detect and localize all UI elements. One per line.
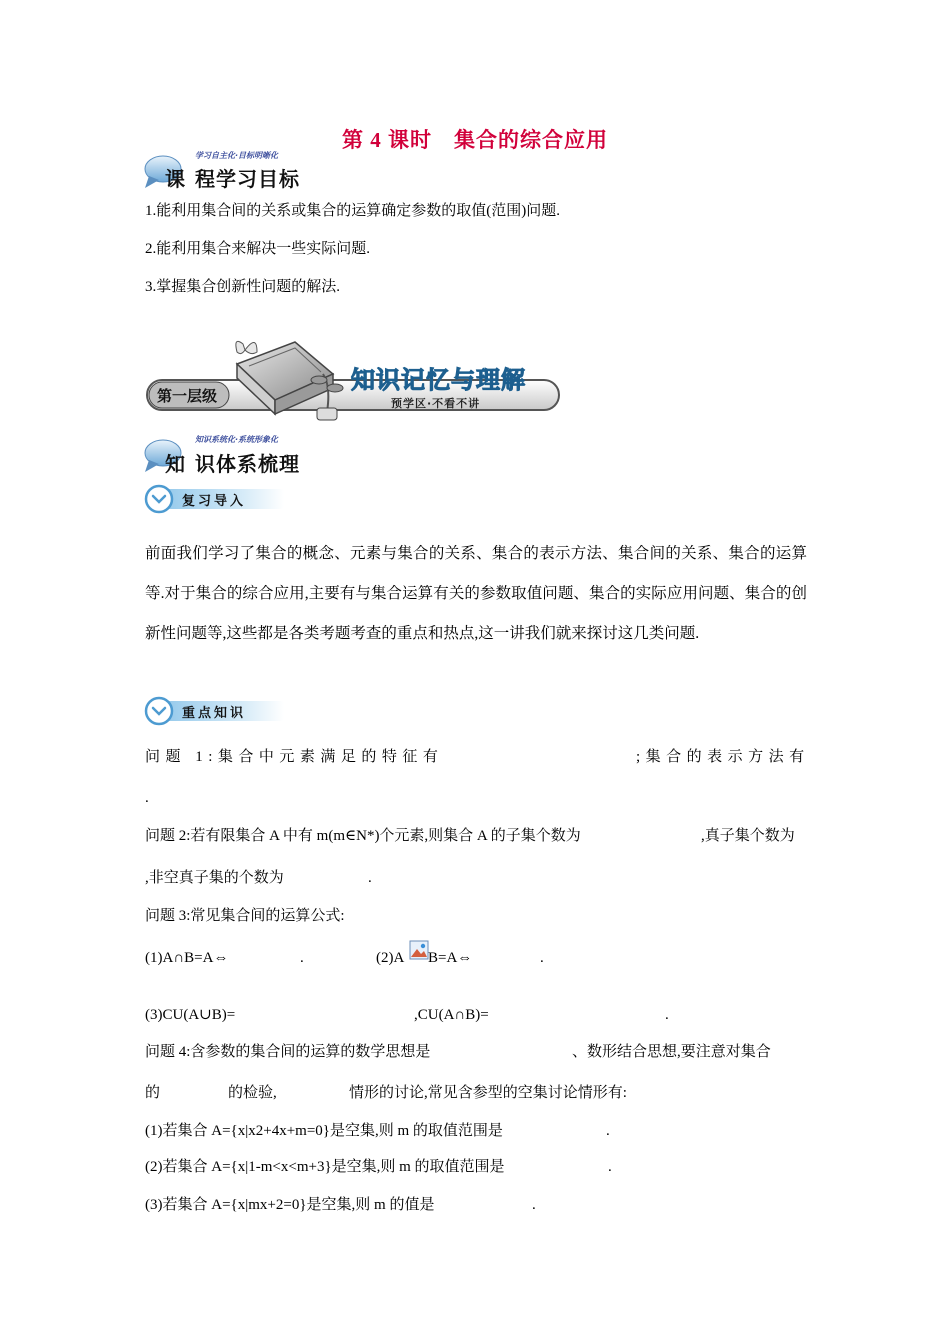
banner-level: 第一层级 <box>157 387 218 405</box>
question-3: 问题 3:常见集合间的运算公式: <box>145 908 345 924</box>
formula-1: (1)A∩B=A⇔ <box>145 950 229 966</box>
question-4-part-b: 、数形结合思想,要注意对集合 <box>572 1044 771 1060</box>
tag-key <box>144 696 284 726</box>
objective-2: 2.能利用集合来解决一些实际问题. <box>145 241 371 257</box>
formula-3-a: (3)CU(A∪B)= <box>145 1007 236 1023</box>
review-paragraph: 前面我们学习了集合的概念、元素与集合的关系、集合的表示方法、集合间的关系、集合的运算等.对于集合的综合应用,主要有与集合运算有关的参数取值问题、集合的实际应用问题、集合的创新性问题等,这些都是各类考题考查的重点和热点,这一讲我们就来探讨这几类问题. <box>145 545 807 642</box>
heading-text: 程学习目标 <box>195 167 300 191</box>
question-2-part-a: 问题 2:若有限集合 A 中有 m(m∈N*)个元素,则集合 A 的子集个数为 <box>145 828 581 844</box>
case-2: (2)若集合 A={x|1-m<x<m+3}是空集,则 m 的取值范围是 <box>145 1159 505 1175</box>
question-1-left: 问题 1:集合中元素满足的特征有 <box>145 749 444 765</box>
question-2-part-c: ,非空真子集的个数为 <box>145 870 284 886</box>
broken-image-icon <box>409 940 429 960</box>
level-banner <box>145 334 565 426</box>
heading-caption: 知识系统化·系统形象化 <box>195 435 279 444</box>
question-2-part-d: . <box>368 870 372 886</box>
tag-review-label: 复习导入 <box>182 494 247 509</box>
question-4-part-d: 的检验, <box>228 1085 277 1101</box>
tag-key-label: 重点知识 <box>182 706 247 721</box>
case-3: (3)若集合 A={x|mx+2=0}是空集,则 m 的值是 <box>145 1197 435 1213</box>
question-2-line2 <box>145 868 807 888</box>
case-3-end: . <box>532 1197 536 1213</box>
formula-1-end: . <box>300 950 304 966</box>
case-2-end: . <box>608 1159 612 1175</box>
objective-3: 3.掌握集合创新性问题的解法. <box>145 279 341 295</box>
formula-2-a: (2)A <box>376 950 405 966</box>
heading-caption: 学习自主化·目标明晰化 <box>195 151 279 160</box>
formula-2-b: B=A⇔ <box>428 950 473 966</box>
section-heading-knowledge <box>143 434 323 476</box>
question-4-part-e: 情形的讨论,常见含参型的空集讨论情形有: <box>349 1085 627 1101</box>
question-1-right: ;集合的表示方法有 <box>636 749 810 765</box>
formula-2-end: . <box>540 950 544 966</box>
objective-1: 1.能利用集合间的关系或集合的运算确定参数的取值(范围)问题. <box>145 203 560 219</box>
heading-first-char: 知 <box>165 452 186 476</box>
banner-sub: 预学区·不看不讲 <box>391 397 481 410</box>
heading-first-char: 课 <box>165 167 186 191</box>
question-1-end: . <box>145 790 149 806</box>
formula-3-b: ,CU(A∩B)= <box>414 1007 489 1023</box>
question-4-part-c: 的 <box>145 1085 161 1101</box>
tag-review <box>144 484 284 514</box>
case-1: (1)若集合 A={x|x2+4x+m=0}是空集,则 m 的取值范围是 <box>145 1123 503 1139</box>
section-heading-objectives <box>143 150 323 192</box>
formula-3-end: . <box>665 1007 669 1023</box>
question-2-part-b: ,真子集个数为 <box>701 828 795 844</box>
heading-text: 识体系梳理 <box>195 452 300 476</box>
case-1-end: . <box>606 1123 610 1139</box>
page-title: 第 4 课时 集合的综合应用 <box>342 128 608 152</box>
question-4-part-a: 问题 4:含参数的集合间的运算的数学思想是 <box>145 1044 431 1060</box>
banner-main: 知识记忆与理解 <box>351 366 526 394</box>
